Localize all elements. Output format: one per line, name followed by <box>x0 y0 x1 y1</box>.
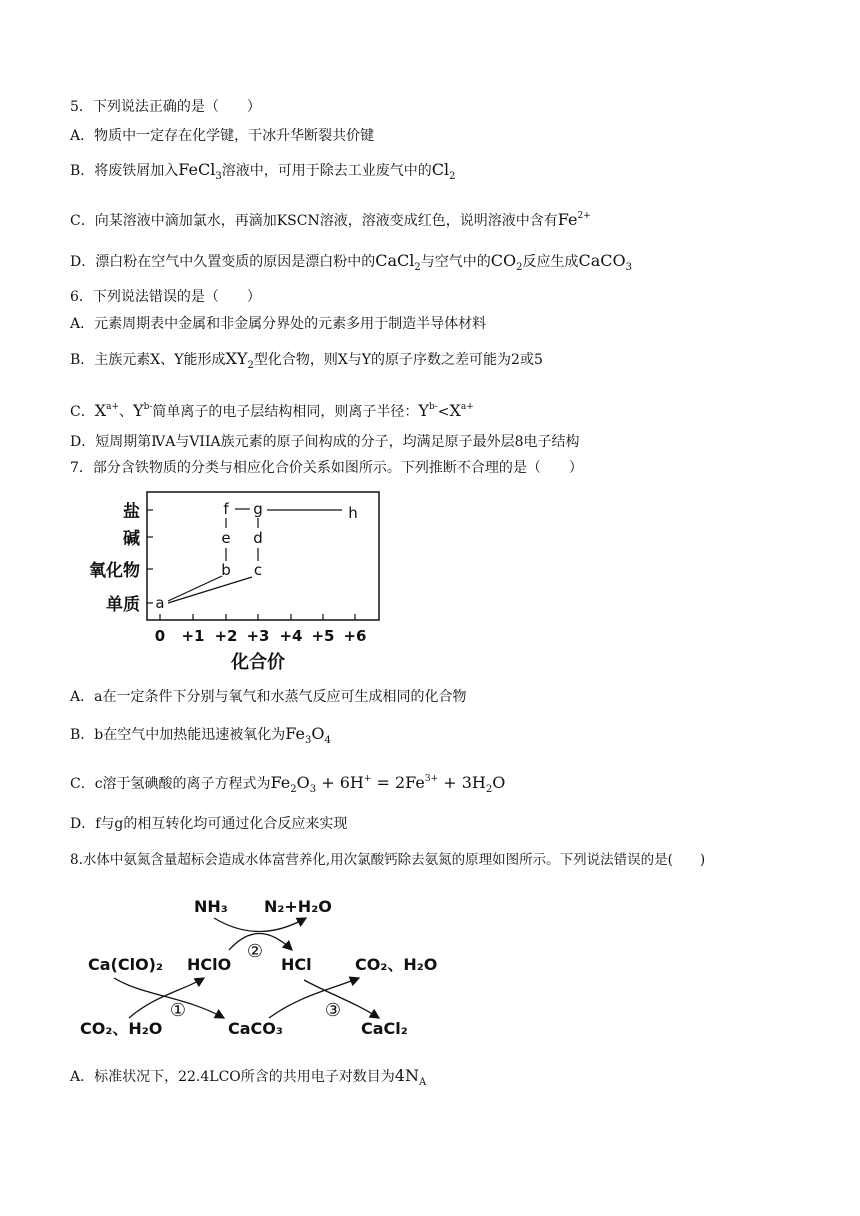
formula: Fe <box>557 210 578 229</box>
hypochlorite-process-figure <box>74 878 444 1048</box>
label-cacl2: CaCl₂ <box>361 1019 408 1038</box>
subscript: 4 <box>324 735 331 746</box>
text: 简单离子的电子层结构相同，则离子半径： <box>152 404 419 420</box>
q5-stem: 5．下列说法正确的是（ ） <box>70 99 261 115</box>
superscript: + <box>363 774 372 784</box>
point-g: g <box>253 500 263 518</box>
symbol: Y <box>418 401 429 420</box>
superscript: a+ <box>106 402 120 412</box>
point-f: f <box>223 500 229 518</box>
q8-option-a <box>70 1066 426 1093</box>
x-tick-label: +6 <box>343 627 367 645</box>
superscript: 3+ <box>424 774 439 784</box>
text: D．漂白粉在空气中久置变质的原因是漂白粉中的 <box>70 254 376 270</box>
arrow-step1-up <box>129 978 204 1018</box>
formula: Fe <box>285 724 305 743</box>
text: B．将废铁屑加入 <box>70 163 179 179</box>
iron-valence-figure <box>72 488 392 678</box>
text: C．向某溶液中滴加氯水，再滴加KSCN溶液，溶液变成红色，说明溶液中含有 <box>70 213 558 229</box>
point-b: b <box>221 561 231 579</box>
formula: CaCl <box>375 251 415 270</box>
x-tick-label: +2 <box>214 627 238 645</box>
formula: CO <box>490 251 517 270</box>
x-axis-title: 化合价 <box>231 652 285 673</box>
q7-option-d: D．f与g的相互转化均可通过化合反应来实现 <box>70 816 348 832</box>
y-label-oxide: 氧化物 <box>89 561 140 581</box>
subscript: 2 <box>449 171 456 182</box>
text: 、 <box>119 404 134 420</box>
x-tick-label: +1 <box>181 627 205 645</box>
formula: O <box>311 724 325 743</box>
formula: XY <box>225 349 248 368</box>
q6-option-c <box>70 397 474 422</box>
label-hcl: HCl <box>281 955 312 974</box>
superscript: b- <box>428 402 438 412</box>
q6-option-b <box>70 349 543 376</box>
x-tick-label: +5 <box>311 627 335 645</box>
step-1-label: ① <box>169 1000 187 1021</box>
point-h: h <box>348 504 358 522</box>
subscript: 2 <box>516 262 523 273</box>
q7-option-c <box>70 769 505 800</box>
point-d: d <box>253 529 263 547</box>
q5-option-d <box>70 251 632 278</box>
q6-option-a: A．元素周期表中金属和非金属分界处的元素多用于制造半导体材料 <box>70 316 487 332</box>
text: 溶液中，可用于除去工业废气中的 <box>221 163 432 179</box>
text: 型化合物，则X与Y的原子序数之差可能为2或5 <box>253 352 543 368</box>
x-tick-label: +3 <box>246 627 270 645</box>
label-nh3: NH₃ <box>194 897 228 916</box>
figure-frame <box>147 492 379 620</box>
eq-part: + 3H <box>438 773 486 792</box>
text: C．c溶于氢碘酸的离子方程式为 <box>70 776 271 792</box>
text: 与空气中的 <box>420 254 491 270</box>
q5-option-b <box>70 160 455 187</box>
point-e: e <box>221 529 231 547</box>
step-2-label: ② <box>246 941 264 962</box>
text: B．b在空气中加热能迅速被氧化为 <box>70 727 286 743</box>
q7-option-a: A．a在一定条件下分别与氧气和水蒸气反应可生成相同的化合物 <box>70 689 467 705</box>
subscript: A <box>418 1077 427 1088</box>
subscript: 2 <box>290 784 297 795</box>
text: A．标准状况下，22.4LCO所含的共用电子对数目为 <box>70 1069 395 1085</box>
subscript: 2 <box>485 784 493 795</box>
q7-option-b <box>70 724 331 751</box>
eq-part: + 6H <box>316 773 364 792</box>
q5-option-c <box>70 206 591 231</box>
label-caclo2: Ca(ClO)₂ <box>88 955 163 974</box>
formula: 4N <box>394 1066 419 1085</box>
point-a: a <box>155 594 165 612</box>
label-caco3: CaCO₃ <box>228 1019 283 1038</box>
q8-stem: 8.水体中氨氮含量超标会造成水体富营养化,用次氯酸钙除去氨氮的原理如图所示。下列说法错误的是( ) <box>70 852 706 868</box>
text: B．主族元素X、Y能形成 <box>70 352 226 368</box>
y-label-base: 碱 <box>123 529 140 549</box>
eq-part: O <box>296 773 310 792</box>
text: C． <box>70 404 95 420</box>
x-tick-label: 0 <box>154 627 166 645</box>
arrow-step3-up <box>269 978 359 1018</box>
q6-option-d: D．短周期第ⅣA与VIIA族元素的原子间构成的分子，均满足原子最外层8电子结构 <box>70 434 580 450</box>
eq-part: = 2Fe <box>371 773 425 792</box>
superscript: 2+ <box>577 211 591 221</box>
formula: Cl <box>431 160 450 179</box>
superscript: b- <box>143 402 153 412</box>
x-tick-label: +4 <box>279 627 303 645</box>
q6-stem: 6．下列说法错误的是（ ） <box>70 289 261 305</box>
label-co2-h2o-top: CO₂、H₂O <box>355 955 438 974</box>
text: < <box>437 404 450 420</box>
eq-part: Fe <box>270 773 291 792</box>
y-label-salt: 盐 <box>123 502 140 522</box>
symbol: X <box>449 401 461 420</box>
text: 反应生成 <box>522 254 579 270</box>
label-co2-h2o-bottom: CO₂、H₂O <box>80 1019 163 1038</box>
superscript: a+ <box>460 402 474 412</box>
subscript: 3 <box>309 784 317 795</box>
label-hclo: HClO <box>187 955 232 974</box>
symbol: X <box>94 401 107 420</box>
subscript: 2 <box>414 262 421 273</box>
formula: FeCl <box>178 160 216 179</box>
subscript: 3 <box>304 735 312 746</box>
symbol: Y <box>133 401 144 420</box>
point-c: c <box>253 561 263 579</box>
eq-part: O <box>492 773 506 792</box>
y-label-element: 单质 <box>106 595 140 615</box>
arrow-step3-main <box>304 980 379 1018</box>
subscript: 3 <box>215 171 222 182</box>
q5-option-a: A．物质中一定存在化学键，干冰升华断裂共价键 <box>70 128 375 144</box>
arrow-step2-top <box>214 918 306 932</box>
subscript: 2 <box>247 360 254 371</box>
label-n2-h2o: N₂+H₂O <box>264 897 332 916</box>
step-3-label: ③ <box>324 1000 342 1021</box>
q7-stem: 7．部分含铁物质的分类与相应化合价关系如图所示。下列推断不合理的是（ ） <box>70 460 583 476</box>
subscript: 3 <box>625 262 632 273</box>
formula: CaCO <box>578 251 626 270</box>
